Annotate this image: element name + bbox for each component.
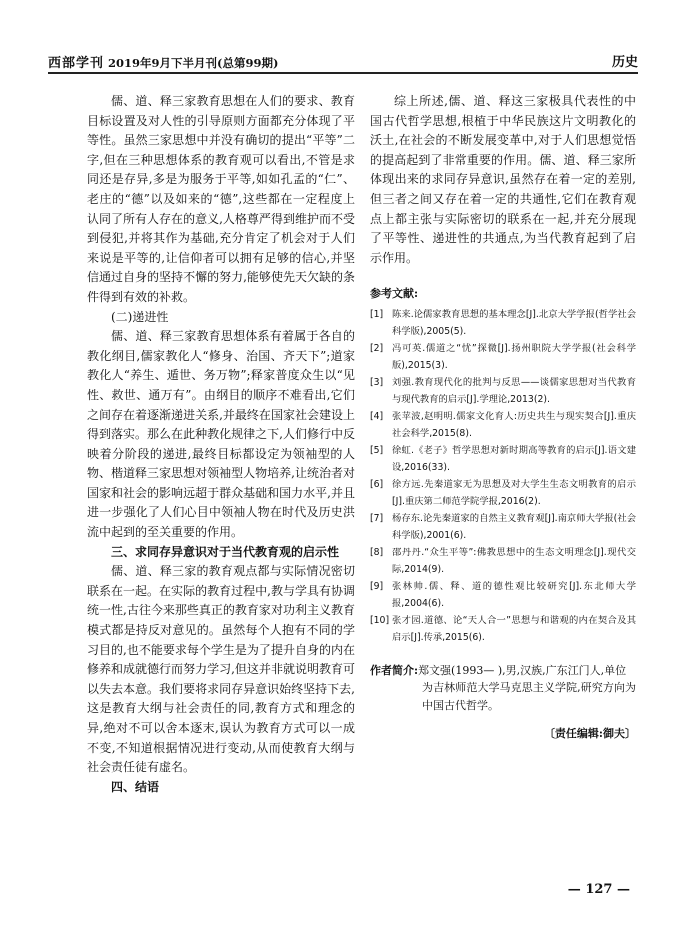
reference-item <box>370 442 636 476</box>
section-heading: 四、结语 <box>111 779 160 794</box>
reference-item <box>370 544 636 578</box>
reference-number: [10] <box>370 614 390 626</box>
reference-text: 徐虹.《老子》哲学思想对新时期高等教育的启示[J].语文建设,2016(33). <box>392 444 636 473</box>
reference-text: 刘强.教育现代化的批判与反思——谈儒家思想对当代教育与现代教育的启示[J].学理论,2013(2). <box>392 376 636 405</box>
reference-number: [1] <box>370 308 384 320</box>
reference-text: 冯可英.儒道之“忧”探微[J].扬州职院大学学报(社会科学版),2015(3). <box>392 342 636 371</box>
editor-note: 〔责任编辑:御夫〕 <box>543 727 636 741</box>
reference-item <box>370 408 636 442</box>
reference-item <box>370 476 636 510</box>
reference-number: [8] <box>370 546 384 558</box>
author-line: 郑文强(1993— ),男,汉族,广东江门人,单位 <box>418 663 627 677</box>
page-number: — 127 — <box>567 882 630 897</box>
reference-number: [3] <box>370 376 384 388</box>
references-title: 参考文献: <box>370 287 419 301</box>
subheading: (二)递进性 <box>111 309 169 324</box>
author-line: 为吉林师范大学马克思主义学院,研究方向为中国古代哲学。 <box>422 681 636 712</box>
reference-number: [5] <box>370 444 384 456</box>
reference-text: 张苹波,赵明明.儒家文化育人:历史共生与现实契合[J].重庆社会科学,2015(8). <box>392 410 636 439</box>
paragraph: 综上所述,儒、道、释这三家极具代表性的中国古代哲学思想,根植于中华民族这片文明教化的沃土,在社会的不断发展变革中,对于人们思想觉悟的提高起到了非常重要的作用。儒、道、释三家所体现出来的求同存异意识,虽然存在着一定的差别,但三者之间又存在着一定的共通性,它们在教育观点上都主张与实际密切的联系在一起,并充分展现了平等性、递进性的共通点,为当代教育起到了启示作用。 <box>370 94 636 265</box>
reference-number: [2] <box>370 342 384 354</box>
left-column <box>87 92 355 797</box>
reference-text: 张才园.道德、论“天人合一”思想与和谐观的内在契合及其启示[J].传承,2015(6). <box>392 614 636 643</box>
reference-item <box>370 374 636 408</box>
paragraph: 儒、道、释三家的教育观点都与实际情况密切联系在一起。在实际的教育过程中,教与学具有协调统一性,古往今来那些真正的教育家对功利主义教育模式都是持反对意见的。虽然每个人抱有不同的学习目的,也不能要求每个学生是为了提升自身的内在修养和成就德行而努力学习,但这并非就说明教育可以失去本意。我们要将求同存异意识始终坚持下去,这是教育大纲与社会责任的同,教育方式和理念的异,绝对不可以舍本逐末,误认为教育方式可以一成不变,不知道根据情况进行变动,从而使教育大纲与社会责任徒有虚名。 <box>87 564 355 775</box>
reference-item <box>370 578 636 612</box>
reference-item <box>370 510 636 544</box>
reference-number: [6] <box>370 478 384 490</box>
author-label: 作者简介: <box>370 663 419 677</box>
reference-text: 张林帅.儒、释、道的德性观比较研究[J].东北师大学报,2004(6). <box>392 580 636 609</box>
reference-number: [7] <box>370 512 384 524</box>
reference-text: 邵丹丹.“众生平等”:佛教思想中的生态文明理念[J].现代交际,2014(9). <box>392 546 636 575</box>
paragraph: 儒、道、释三家教育思想在人们的要求、教育目标设置及对人性的引导原则方面都充分体现了平等性。虽然三家思想中并没有确切的提出“平等”二字,但在三种思想体系的教育观可以看出,不管是求同还是存异,多是为服务于平等,如如孔孟的“仁”、老庄的“德”以及如来的“德”,这些都在一定程度上认同了所有人存在的意义,人格尊严得到维护而不受到侵犯,并将其作为基础,充分肯定了机会对于人们来说是平等的,让信仰者可以拥有足够的信心,并坚信通过自身的坚持不懈的努力,能够使先天欠缺的条件得到有效的补救。 <box>87 94 355 304</box>
reference-item <box>370 612 636 646</box>
author-bio <box>370 662 636 715</box>
reference-item <box>370 340 636 374</box>
reference-text: 徐方远.先秦道家无为思想及对大学生生态文明教育的启示[J].重庆第二师范学院学报,2016(2). <box>392 478 636 507</box>
journal-issue: 2019年9月下半月刊(总第99期) <box>108 56 279 70</box>
reference-text: 陈来.论儒家教育思想的基本理念[J].北京大学学报(哲学社会科学版),2005(5). <box>392 308 636 337</box>
reference-number: [9] <box>370 580 384 592</box>
page-header <box>48 50 638 74</box>
reference-number: [4] <box>370 410 384 422</box>
paragraph: 儒、道、释三家教育思想体系有着属于各自的教化纲目,儒家教化人“修身、治国、齐天下”;道家教化人“养生、遁世、务万物”;释家普度众生以“见性、救世、通万有”。由纲目的顺序不难看出,它们之间存在着逐渐递进关系,并最终在国家社会建设上得到落实。那么在此种教化规律之下,人们修行中反映着分阶段的递进,最终目标都设定为领袖型的人物、楷道释三家思想对领袖型人物培养,让统治者对国家和社会的影响远超于群众基础和国力水平,并且进一步强化了人们心目中领袖人物在时代及历史洪流中起到的至关重要的作用。 <box>87 329 355 540</box>
reference-item <box>370 306 636 340</box>
references-list <box>370 306 636 646</box>
reference-text: 杨存东.论先秦道家的自然主义教育观[J].南京师大学报(社会科学版),2001(6). <box>392 512 636 541</box>
journal-name: 西部学刊 <box>48 56 105 71</box>
right-column <box>370 92 636 744</box>
section-label: 历史 <box>611 55 638 70</box>
section-heading: 三、求同存异意识对于当代教育观的启示性 <box>111 544 340 559</box>
